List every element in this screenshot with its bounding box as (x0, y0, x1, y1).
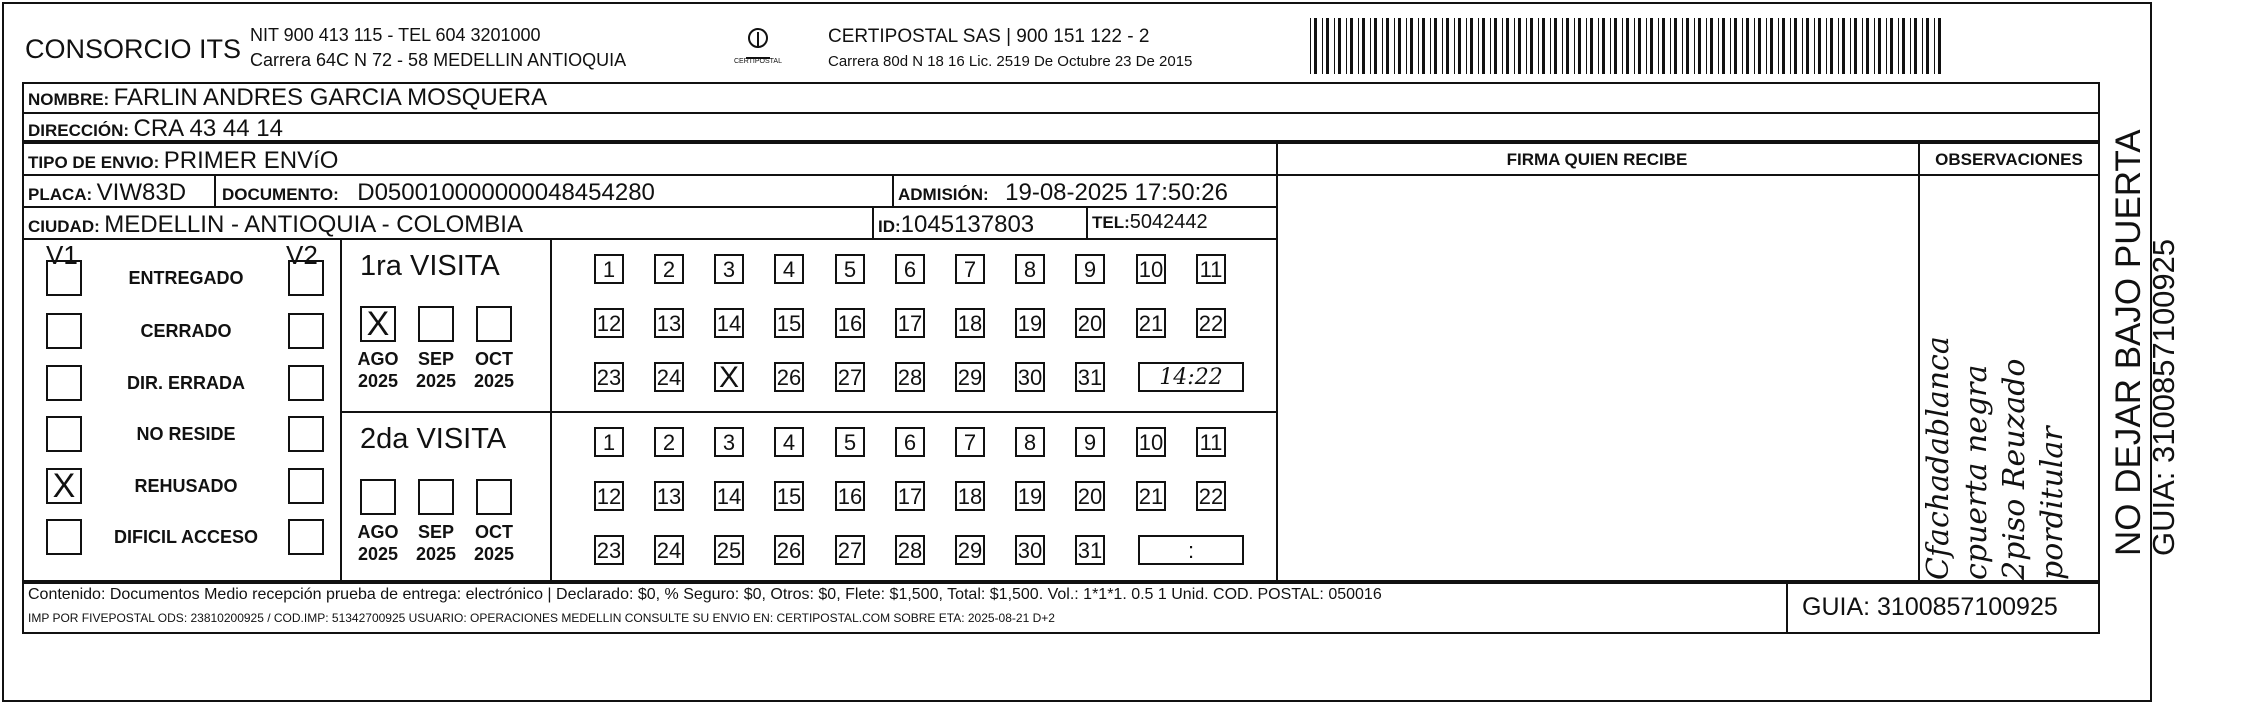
barcode-bar (1790, 18, 1791, 74)
visit-1-day-21[interactable]: 21 (1136, 308, 1166, 338)
barcode-bar (1326, 18, 1329, 74)
barcode-bar (1430, 18, 1431, 74)
visit-2-month-label-3 (464, 521, 524, 565)
barcode-bar (1614, 18, 1617, 74)
visit-1-day-22[interactable]: 22 (1196, 308, 1226, 338)
barcode-bar (1574, 18, 1575, 74)
barcode-bar (1874, 18, 1875, 74)
barcode-bar (1878, 18, 1881, 74)
visit-2-day-23[interactable]: 23 (594, 535, 624, 565)
barcode-bar (1346, 18, 1347, 74)
barcode-bar (1890, 18, 1893, 74)
barcode-bar (1862, 18, 1863, 74)
barcode-bar (1550, 18, 1551, 74)
id-label: ID: (878, 217, 901, 236)
barcode-bar (1626, 18, 1629, 74)
visit-2-day-19[interactable]: 19 (1015, 481, 1045, 511)
barcode-bar (1362, 18, 1365, 74)
barcode-bar (1310, 18, 1311, 74)
visit-2-time-box[interactable]: : (1138, 535, 1244, 565)
barcode-bar (1922, 18, 1923, 74)
barcode-bar (1490, 18, 1491, 74)
v1-checkbox-6[interactable] (46, 519, 82, 555)
barcode-bar (1314, 18, 1317, 74)
barcode-bar (1446, 18, 1449, 74)
admision-value: 19-08-2025 17:50:26 (1005, 179, 1228, 206)
obs-line-4: porditular (2035, 426, 2070, 580)
documento-value: D050010000000048454280 (357, 179, 655, 206)
visit-2-day-1[interactable]: 1 (594, 427, 624, 457)
barcode-bar (1770, 18, 1773, 74)
month-year: 2025 (473, 371, 515, 391)
visit-1-month-label-1 (348, 348, 408, 392)
v1-checkbox-4[interactable] (46, 416, 82, 452)
barcode-bar (1358, 18, 1359, 74)
visit-title-1: 1ra VISITA (360, 250, 500, 282)
visit-1-day-11[interactable]: 11 (1196, 254, 1226, 284)
contenido-line: Contenido: Documentos Medio recepción prueba de entrega: electrónico | Declarado: $0, % Seguro: $0, Otros: $0, Flete: $1,500, Total: $1,500. Vol.: 1*1*1. 0.5 1 Unid. COD. POSTAL: 050016 (28, 586, 1382, 603)
imp-line: IMP POR FIVEPOSTAL ODS: 23810200925 / COD.IMP: 51342700925 USUARIO: OPERACIONES MEDELLIN CONSULTE SU ENVIO EN: CERTIPOSTAL.COM SOBRE ETA: 2025-08-21 D+2 (28, 611, 1055, 625)
visit-2-month-checkbox-1[interactable] (360, 479, 396, 515)
visit-1-day-19[interactable]: 19 (1015, 308, 1045, 338)
barcode-bar (1938, 18, 1941, 74)
visit-1-day-10[interactable]: 10 (1136, 254, 1166, 284)
visit-2-day-25[interactable]: 25 (714, 535, 744, 565)
visit-1-time-box[interactable]: 14:22 (1138, 362, 1244, 392)
visit-2-day-26[interactable]: 26 (774, 535, 804, 565)
month-year: 2025 (415, 371, 457, 391)
tel-label: TEL: (1092, 213, 1130, 232)
barcode-bar (1766, 18, 1767, 74)
visit-2-day-8[interactable]: 8 (1015, 427, 1045, 457)
barcode (1310, 18, 1950, 76)
side-line-2: GUIA: 3100857100925 (2146, 238, 2181, 556)
month-year: 2025 (357, 371, 399, 391)
status-label-1: ENTREGADO (128, 268, 244, 288)
visit-2-day-2[interactable]: 2 (654, 427, 684, 457)
barcode-bar (1838, 18, 1839, 74)
visit-2-month-label-2 (406, 521, 466, 565)
visit-2-day-15[interactable]: 15 (774, 481, 804, 511)
status-label-6: DIFICIL ACCESO (113, 527, 258, 547)
barcode-bar (1746, 18, 1749, 74)
barcode-bar (1902, 18, 1905, 74)
barcode-bar (1350, 18, 1353, 74)
barcode-bar (1682, 18, 1683, 74)
barcode-bar (1530, 18, 1533, 74)
barcode-bar (1466, 18, 1467, 74)
barcode-bar (1502, 18, 1503, 74)
visit-1-day-30[interactable]: 30 (1015, 362, 1045, 392)
barcode-bar (1650, 18, 1653, 74)
barcode-bar (1782, 18, 1785, 74)
barcode-bar (1422, 18, 1425, 74)
tipo-row (28, 147, 338, 175)
obs-line-1: Cfachadablanca (1921, 336, 1956, 580)
barcode-bar (1482, 18, 1485, 74)
visit-2-day-9[interactable]: 9 (1075, 427, 1105, 457)
v1-checkbox-2[interactable] (46, 313, 82, 349)
barcode-bar (1830, 18, 1833, 74)
barcode-bar (1694, 18, 1695, 74)
v2-checkbox-2[interactable] (288, 313, 324, 349)
visit-2-day-12[interactable]: 12 (594, 481, 624, 511)
placa-label: PLACA: (28, 185, 93, 204)
v2-checkbox-4[interactable] (288, 416, 324, 452)
admision-label: ADMISIÓN: (898, 185, 989, 204)
barcode-bar (1398, 18, 1401, 74)
barcode-bar (1338, 18, 1341, 74)
admision-row (898, 179, 1228, 207)
ciudad-label: CIUDAD: (28, 217, 100, 236)
barcode-bar (1722, 18, 1725, 74)
visit-1-day-20[interactable]: 20 (1075, 308, 1105, 338)
v2-checkbox-1[interactable] (288, 260, 324, 296)
barcode-bar (1826, 18, 1827, 74)
visit-1-day-5[interactable]: 5 (835, 254, 865, 284)
certipostal-logo (728, 26, 788, 70)
visit-title-2: 2da VISITA (360, 423, 507, 455)
barcode-bar (1850, 18, 1851, 74)
barcode-bar (1514, 18, 1515, 74)
footer-guia: GUIA: 3100857100925 (1802, 593, 2058, 621)
nombre-value: FARLIN ANDRES GARCIA MOSQUERA (113, 84, 548, 111)
status-label-3: DIR. ERRADA (126, 373, 245, 393)
barcode-bar (1926, 18, 1929, 74)
visit-1-month-checkbox-2[interactable] (418, 306, 454, 342)
placa-value: VIW83D (96, 179, 187, 206)
month-name: OCT (475, 522, 513, 542)
barcode-bar (1566, 18, 1569, 74)
month-name: SEP (417, 349, 455, 369)
barcode-bar (1758, 18, 1761, 74)
visit-2-day-7[interactable]: 7 (955, 427, 985, 457)
barcode-bar (1442, 18, 1443, 74)
barcode-bar (1370, 18, 1371, 74)
month-name: OCT (475, 349, 513, 369)
barcode-bar (1754, 18, 1755, 74)
visit-2-month-checkbox-2[interactable] (418, 479, 454, 515)
observaciones-label: OBSERVACIONES (1935, 150, 2083, 169)
visit-2-day-29[interactable]: 29 (955, 535, 985, 565)
barcode-bar (1590, 18, 1593, 74)
visit-2-day-16[interactable]: 16 (835, 481, 865, 511)
barcode-bar (1686, 18, 1689, 74)
barcode-bar (1518, 18, 1521, 74)
visit-1-day-18[interactable]: 18 (955, 308, 985, 338)
visit-2-day-13[interactable]: 13 (654, 481, 684, 511)
placa-row (28, 179, 186, 207)
visit-2-month-checkbox-3[interactable] (476, 479, 512, 515)
barcode-bar (1866, 18, 1869, 74)
barcode-bar (1886, 18, 1887, 74)
nombre-label: NOMBRE: (28, 90, 110, 109)
visit-1-day-7[interactable]: 7 (955, 254, 985, 284)
barcode-bar (1806, 18, 1809, 74)
visit-1-day-29[interactable]: 29 (955, 362, 985, 392)
barcode-bar (1698, 18, 1701, 74)
visit-1-day-24[interactable]: 24 (654, 362, 684, 392)
address-line: Carrera 64C N 72 - 58 MEDELLIN ANTIOQUIA (250, 50, 627, 70)
v2-checkbox-6[interactable] (288, 519, 324, 555)
firma-label: FIRMA QUIEN RECIBE (1506, 150, 1688, 169)
month-name: AGO (357, 349, 399, 369)
visit-2-day-5[interactable]: 5 (835, 427, 865, 457)
visit-1-day-4[interactable]: 4 (774, 254, 804, 284)
visit-1-day-9[interactable]: 9 (1075, 254, 1105, 284)
visit-1-day-25[interactable]: X (714, 362, 744, 392)
visit-2-day-10[interactable]: 10 (1136, 427, 1166, 457)
visit-1-day-3[interactable]: 3 (714, 254, 744, 284)
barcode-bar (1526, 18, 1527, 74)
obs-line-2: cpuerta negra (1959, 364, 1994, 580)
tel-value: 5042442 (1129, 211, 1208, 233)
visit-2-day-14[interactable]: 14 (714, 481, 744, 511)
logo-caption: CERTIPOSTAL (734, 58, 782, 65)
barcode-bar (1742, 18, 1743, 74)
barcode-bar (1470, 18, 1473, 74)
barcode-bar (1542, 18, 1545, 74)
barcode-bar (1674, 18, 1677, 74)
barcode-bar (1406, 18, 1407, 74)
side-text (2110, 129, 2180, 556)
visit-2-day-21[interactable]: 21 (1136, 481, 1166, 511)
visit-1-day-26[interactable]: 26 (774, 362, 804, 392)
visit-1-month-checkbox-3[interactable] (476, 306, 512, 342)
visit-2-day-27[interactable]: 27 (835, 535, 865, 565)
barcode-bar (1706, 18, 1707, 74)
v2-checkbox-5[interactable] (288, 468, 324, 504)
barcode-bar (1802, 18, 1803, 74)
barcode-bar (1506, 18, 1509, 74)
documento-label: DOCUMENTO: (222, 185, 339, 204)
barcode-bar (1854, 18, 1857, 74)
nit-line: NIT 900 413 115 - TEL 604 3201000 (250, 25, 541, 45)
barcode-bar (1658, 18, 1659, 74)
visit-2-day-4[interactable]: 4 (774, 427, 804, 457)
month-year: 2025 (357, 544, 399, 564)
direccion-row (28, 115, 283, 143)
v1-checkbox-5[interactable]: X (46, 468, 82, 504)
visit-1-day-8[interactable]: 8 (1015, 254, 1045, 284)
visit-1-day-16[interactable]: 16 (835, 308, 865, 338)
visit-2-day-28[interactable]: 28 (895, 535, 925, 565)
barcode-bar (1538, 18, 1539, 74)
barcode-bar (1374, 18, 1377, 74)
status-label-5: REHUSADO (134, 476, 238, 496)
certipostal-line1: CERTIPOSTAL SAS | 900 151 122 - 2 (828, 26, 1150, 47)
direccion-value: CRA 43 44 14 (133, 115, 283, 142)
barcode-bar (1610, 18, 1611, 74)
visit-2-day-20[interactable]: 20 (1075, 481, 1105, 511)
barcode-bar (1898, 18, 1899, 74)
visit-1-day-13[interactable]: 13 (654, 308, 684, 338)
ciudad-value: MEDELLIN - ANTIOQUIA - COLOMBIA (104, 211, 523, 238)
barcode-bar (1662, 18, 1665, 74)
visit-2-month-label-1 (348, 521, 408, 565)
month-name: AGO (357, 522, 399, 542)
barcode-bar (1434, 18, 1437, 74)
barcode-bar (1386, 18, 1389, 74)
barcode-bar (1578, 18, 1581, 74)
visit-1-day-31[interactable]: 31 (1075, 362, 1105, 392)
barcode-bar (1842, 18, 1845, 74)
visit-1-month-label-2 (406, 348, 466, 392)
barcode-bar (1634, 18, 1635, 74)
observaciones-handwriting (1920, 240, 2100, 580)
barcode-bar (1670, 18, 1671, 74)
side-line-1: NO DEJAR BAJO PUERTA (2109, 129, 2148, 556)
barcode-bar (1718, 18, 1719, 74)
visit-1-day-17[interactable]: 17 (895, 308, 925, 338)
visit-1-month-label-3 (464, 348, 524, 392)
visit-1-day-27[interactable]: 27 (835, 362, 865, 392)
status-label-2: CERRADO (140, 321, 232, 341)
visit-1-day-2[interactable]: 2 (654, 254, 684, 284)
visit-1-day-28[interactable]: 28 (895, 362, 925, 392)
barcode-bar (1494, 18, 1497, 74)
barcode-bar (1730, 18, 1731, 74)
obs-line-3: 2piso Reuzado (1997, 358, 2032, 580)
month-year: 2025 (415, 544, 457, 564)
tipo-label: TIPO DE ENVIO: (28, 153, 160, 172)
visit-1-day-6[interactable]: 6 (895, 254, 925, 284)
id-value: 1045137803 (900, 211, 1035, 238)
visit-2-day-22[interactable]: 22 (1196, 481, 1226, 511)
info-grid (22, 142, 2100, 582)
barcode-bar (1638, 18, 1641, 74)
barcode-bar (1334, 18, 1335, 74)
visit-1-day-23[interactable]: 23 (594, 362, 624, 392)
visit-1-day-12[interactable]: 12 (594, 308, 624, 338)
nombre-row (28, 84, 547, 112)
v1-checkbox-1[interactable] (46, 260, 82, 296)
barcode-bar (1382, 18, 1383, 74)
id-row (878, 211, 1034, 239)
barcode-bar (1598, 18, 1599, 74)
barcode-bar (1934, 18, 1935, 74)
visit-2-day-17[interactable]: 17 (895, 481, 925, 511)
barcode-bar (1394, 18, 1395, 74)
v2-label: V2 (286, 240, 318, 270)
company-name: CONSORCIO ITS (25, 34, 242, 64)
barcode-bar (1778, 18, 1779, 74)
barcode-bar (1322, 18, 1323, 74)
barcode-bar (1458, 18, 1461, 74)
v1-label: V1 (46, 240, 78, 270)
visit-1-day-14[interactable]: 14 (714, 308, 744, 338)
visit-2-day-18[interactable]: 18 (955, 481, 985, 511)
visit-2-day-31[interactable]: 31 (1075, 535, 1105, 565)
barcode-bar (1734, 18, 1737, 74)
month-year: 2025 (473, 544, 515, 564)
visit-1-month-checkbox-1[interactable]: X (360, 306, 396, 342)
barcode-bar (1622, 18, 1623, 74)
tel-row (1092, 211, 1208, 234)
barcode-bar (1418, 18, 1419, 74)
barcode-bar (1814, 18, 1815, 74)
barcode-bar (1914, 18, 1917, 74)
visit-2-day-24[interactable]: 24 (654, 535, 684, 565)
barcode-bar (1910, 18, 1911, 74)
certipostal-line2: Carrera 80d N 18 16 Lic. 2519 De Octubre 23 De 2015 (828, 53, 1193, 70)
barcode-bar (1818, 18, 1821, 74)
month-name: SEP (417, 522, 455, 542)
status-label-4: NO RESIDE (136, 424, 236, 444)
visit-2-day-6[interactable]: 6 (895, 427, 925, 457)
visit-2-day-3[interactable]: 3 (714, 427, 744, 457)
barcode-bar (1454, 18, 1455, 74)
visit-2-day-30[interactable]: 30 (1015, 535, 1045, 565)
barcode-bar (1602, 18, 1605, 74)
tipo-value: PRIMER ENVíO (163, 147, 339, 174)
barcode-bar (1710, 18, 1713, 74)
barcode-bar (1646, 18, 1647, 74)
barcode-bar (1554, 18, 1557, 74)
barcode-bar (1478, 18, 1479, 74)
visit-2-day-11[interactable]: 11 (1196, 427, 1226, 457)
v2-checkbox-3[interactable] (288, 365, 324, 401)
barcode-bar (1410, 18, 1413, 74)
visit-1-day-15[interactable]: 15 (774, 308, 804, 338)
documento-row (222, 179, 655, 207)
v1-checkbox-3[interactable] (46, 365, 82, 401)
visit-1-day-1[interactable]: 1 (594, 254, 624, 284)
barcode-bar (1794, 18, 1797, 74)
barcode-bar (1586, 18, 1587, 74)
direccion-label: DIRECCIÓN: (28, 121, 130, 140)
ciudad-row (28, 211, 523, 239)
barcode-bar (1562, 18, 1563, 74)
